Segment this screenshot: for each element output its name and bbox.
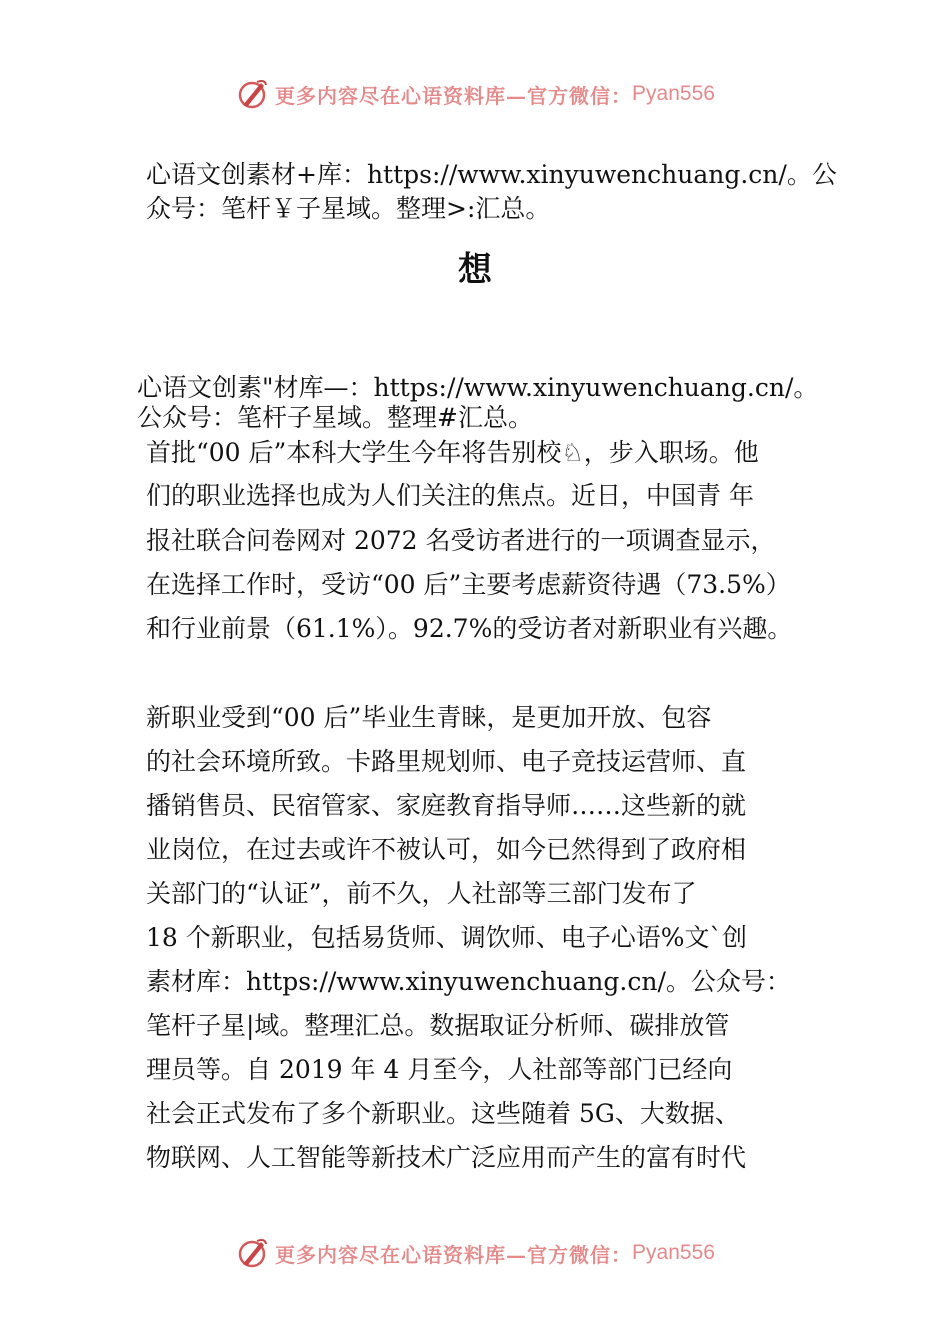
- paragraph-line: 理员等。自 2019 年 4 月至今，人社部等部门已经向: [146, 1055, 733, 1084]
- paragraph-line: 关部门的“认证”，前不久，人社部等三部门发布了: [146, 879, 697, 908]
- paragraph-line: 报社联合问卷网对 2072 名受访者进行的一项调查显示，: [146, 526, 776, 555]
- paragraph-line: 物联网、人工智能等新技术广泛应用而产生的富有时代: [146, 1143, 747, 1172]
- banner-text: 更多内容尽在心语资料库—官方微信：: [275, 1242, 633, 1267]
- footer-banner: [0, 1228, 950, 1278]
- paragraph-line: 播销售员、民宿管家、家庭教育指导师……这些新的就: [146, 791, 747, 820]
- paragraph-line: 笔杆子星|域。整理汇总。数据取证分析师、碳排放管: [146, 1011, 730, 1040]
- quill-pen-icon: [235, 1236, 269, 1270]
- page-title: 想: [458, 250, 492, 290]
- banner-text: 更多内容尽在心语资料库—官方微信：: [275, 83, 633, 108]
- paragraph-line: 和行业前景（61.1%）。92.7%的受访者对新职业有兴趣。: [146, 614, 793, 643]
- intro-line: 众号：笔杆￥子星域。整理>:汇总。: [146, 194, 551, 223]
- paragraph-line: 在选择工作时，受访“00 后”主要考虑薪资待遇（73.5%）: [146, 570, 791, 599]
- header-banner: [0, 69, 950, 119]
- paragraph-line: 社会正式发布了多个新职业。这些随着 5G、大数据、: [146, 1099, 740, 1128]
- quill-pen-icon: [235, 77, 269, 111]
- paragraph-line: 素材库：https://www.xinyuwenchuang.cn/。公众号：: [146, 967, 791, 996]
- intro-line: 心语文创素材+库：https://www.xinyuwenchuang.cn/。公: [146, 160, 837, 189]
- source-line: 公众号：笔杆子星域。整理#汇总。: [137, 403, 533, 432]
- paragraph-line: 首批“00 后”本科大学生今年将告别校♘，步入职场。他: [146, 438, 759, 467]
- banner-wechat-handle: Pyan556: [632, 82, 715, 105]
- paragraph-line: 18 个新职业，包括易货师、调饮师、电子心语%文`创: [146, 923, 748, 952]
- paragraph-line: 新职业受到“00 后”毕业生青睐，是更加开放、包容: [146, 703, 712, 732]
- paragraph-line: 的社会环境所致。卡路里规划师、电子竞技运营师、直: [146, 747, 747, 776]
- source-line: 心语文创素"材库—：https://www.xinyuwenchuang.cn/。: [137, 373, 819, 402]
- banner-wechat-handle: Pyan556: [632, 1241, 715, 1264]
- paragraph-line: 业岗位，在过去或许不被认可，如今已然得到了政府相: [146, 835, 747, 864]
- paragraph-line: 们的职业选择也成为人们关注的焦点。近日，中国青 年: [146, 481, 754, 510]
